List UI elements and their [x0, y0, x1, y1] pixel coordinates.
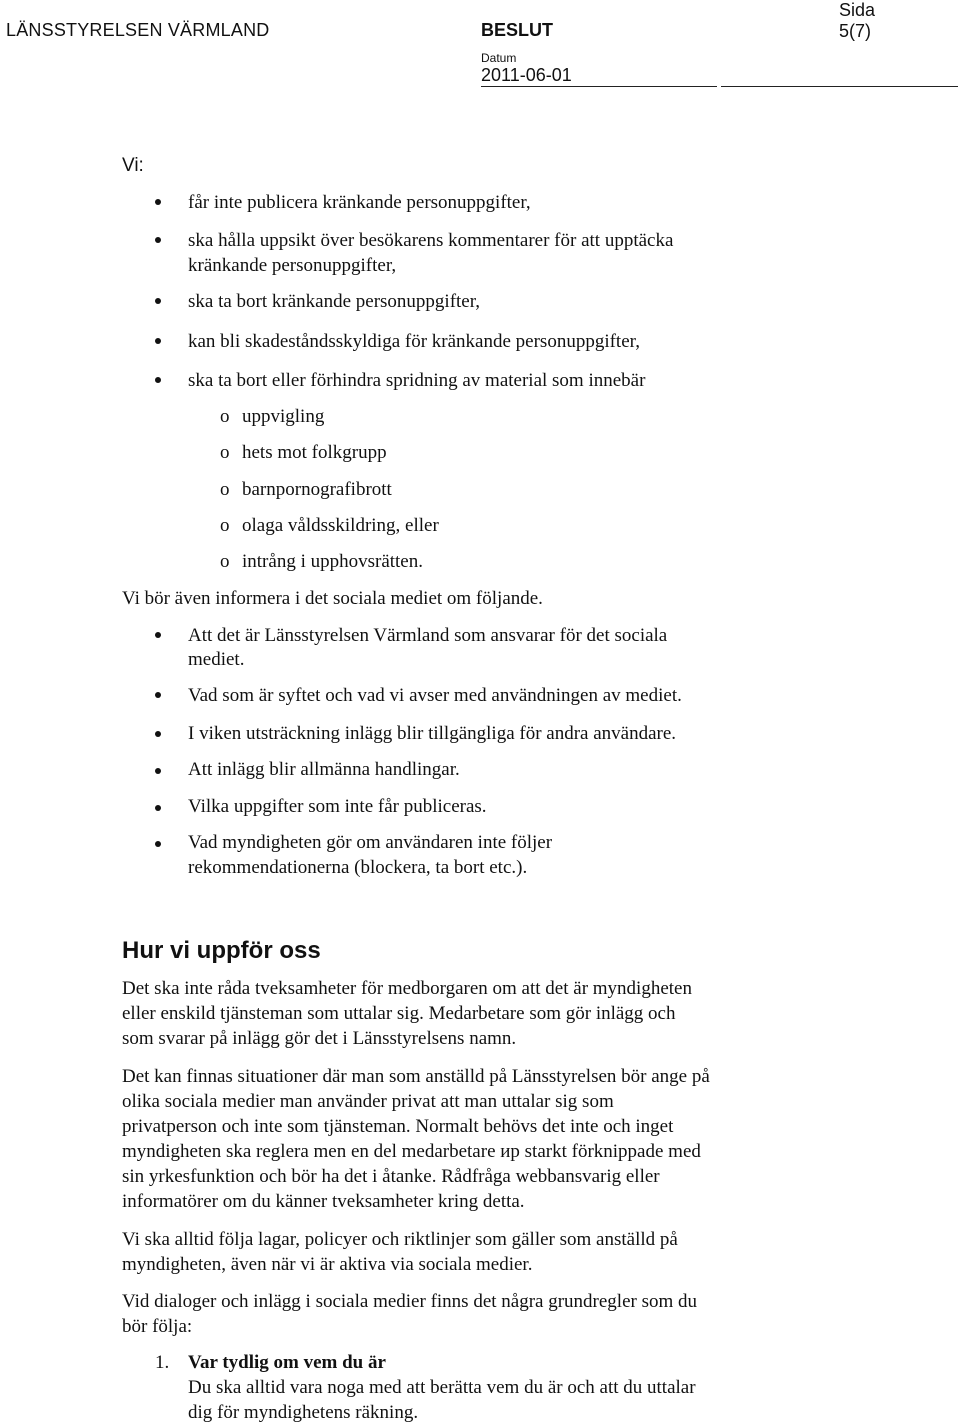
list-item-continuation: kränkande personuppgifter,: [188, 255, 397, 276]
bullet-icon: [155, 805, 161, 811]
paragraph-line: eller enskild tjänsteman som uttalar sig. Medarbetare som gör inlägg och: [122, 1003, 676, 1024]
inform-intro: Vi bör även informera i det sociala mediet om följande.: [122, 588, 543, 609]
paragraph-line: Det kan finnas situationer där man som anställd på Länsstyrelsen bör ange på: [122, 1066, 710, 1087]
list-item: ska ta bort eller förhindra spridning av material som innebär: [188, 370, 646, 391]
list-item: Att inlägg blir allmänna handlingar.: [188, 759, 460, 780]
bullet-icon: [155, 731, 161, 737]
list-item-continuation: mediet.: [188, 649, 245, 670]
sublist-marker: o: [220, 551, 230, 572]
bullet-icon: [155, 338, 161, 344]
list-item: I viken utsträckning inlägg blir tillgängliga för andra användare.: [188, 723, 677, 744]
paragraph-line: informatörer om du känner tveksamheter kring detta.: [122, 1191, 525, 1212]
bullet-icon: [155, 768, 161, 774]
paragraph-line: Vid dialoger och inlägg i sociala medier finns det några grundregler som du: [122, 1291, 698, 1312]
paragraph-line: bör följa:: [122, 1316, 193, 1337]
paragraph-line: som svarar på inlägg gör det i Länsstyrelsens namn.: [122, 1028, 517, 1049]
sublist-marker: o: [220, 515, 230, 536]
bullet-icon: [155, 841, 161, 847]
sublist-marker: o: [220, 479, 230, 500]
rule-title: Var tydlig om vem du är: [188, 1352, 386, 1373]
sublist-item: intrång i upphovsrätten.: [242, 551, 423, 572]
list-item: kan bli skadeståndsskyldiga för kränkande personuppgifter,: [188, 331, 640, 352]
page-label: Sida: [839, 0, 876, 20]
paragraph-line: Vi ska alltid följa lagar, policyer och riktlinjer som gäller som anställd på: [122, 1229, 678, 1250]
bullet-icon: [155, 692, 161, 698]
sublist-item: hets mot folkgrupp: [242, 442, 387, 463]
sublist-item: olaga våldsskildring, eller: [242, 515, 439, 536]
sublist-item: barnpornografibrott: [242, 479, 392, 500]
list-item: Vilka uppgifter som inte får publiceras.: [188, 796, 487, 817]
organization-name: LÄNSSTYRELSEN VÄRMLAND: [6, 20, 270, 40]
list-item: Att det är Länsstyrelsen Värmland som ansvarar för det sociala: [188, 625, 668, 646]
date-value: 2011-06-01: [481, 65, 572, 85]
list-item: ska ta bort kränkande personuppgifter,: [188, 291, 481, 312]
date-label: Datum: [481, 51, 517, 65]
list-item-continuation: rekommendationerna (blockera, ta bort etc.).: [188, 857, 528, 878]
list-item: ska hålla uppsikt över besökarens kommentarer för att upptäcka: [188, 230, 674, 251]
sublist-item: uppvigling: [242, 406, 325, 427]
page-number: 5(7): [839, 21, 872, 41]
list-item: Vad som är syftet och vad vi avser med användningen av mediet.: [188, 685, 682, 706]
header-rule-right: [721, 86, 958, 87]
bullet-icon: [155, 237, 161, 243]
paragraph-line: myndigheten ska reglera men en del medarbetare ир starkt förknippade med: [122, 1141, 701, 1162]
paragraph-line: myndigheten, även när vi är aktiva via sociala medier.: [122, 1254, 533, 1275]
bullet-icon: [155, 199, 161, 205]
rule-text-line: dig för myndighetens räkning.: [188, 1402, 419, 1423]
list-item: Vad myndigheten gör om användaren inte följer: [188, 832, 553, 853]
paragraph-line: sin yrkesfunktion och bör ha det i åtanke. Rådfråga webbansvarig eller: [122, 1166, 660, 1187]
paragraph-line: olika sociala medier man använder privat att man uttalar sig som: [122, 1091, 614, 1112]
sublist-marker: o: [220, 442, 230, 463]
document-type: BESLUT: [481, 20, 553, 40]
rule-text-line: Du ska alltid vara noga med att berätta vem du är och att du uttalar: [188, 1377, 696, 1398]
rule-number: 1.: [155, 1352, 170, 1373]
paragraph-line: Det ska inte råda tveksamheter för medborgaren om att det är myndigheten: [122, 978, 692, 999]
sublist-marker: o: [220, 406, 230, 427]
header-rule-date: [481, 86, 717, 87]
bullet-icon: [155, 377, 161, 383]
bullet-icon: [155, 298, 161, 304]
intro-label: Vi:: [122, 155, 144, 176]
bullet-icon: [155, 632, 161, 638]
list-item: får inte publicera kränkande personuppgifter,: [188, 192, 531, 213]
section-heading: Hur vi uppför oss: [122, 937, 321, 964]
paragraph-line: privatperson och inte som tjänsteman. Normalt behövs det inte och inget: [122, 1116, 674, 1137]
